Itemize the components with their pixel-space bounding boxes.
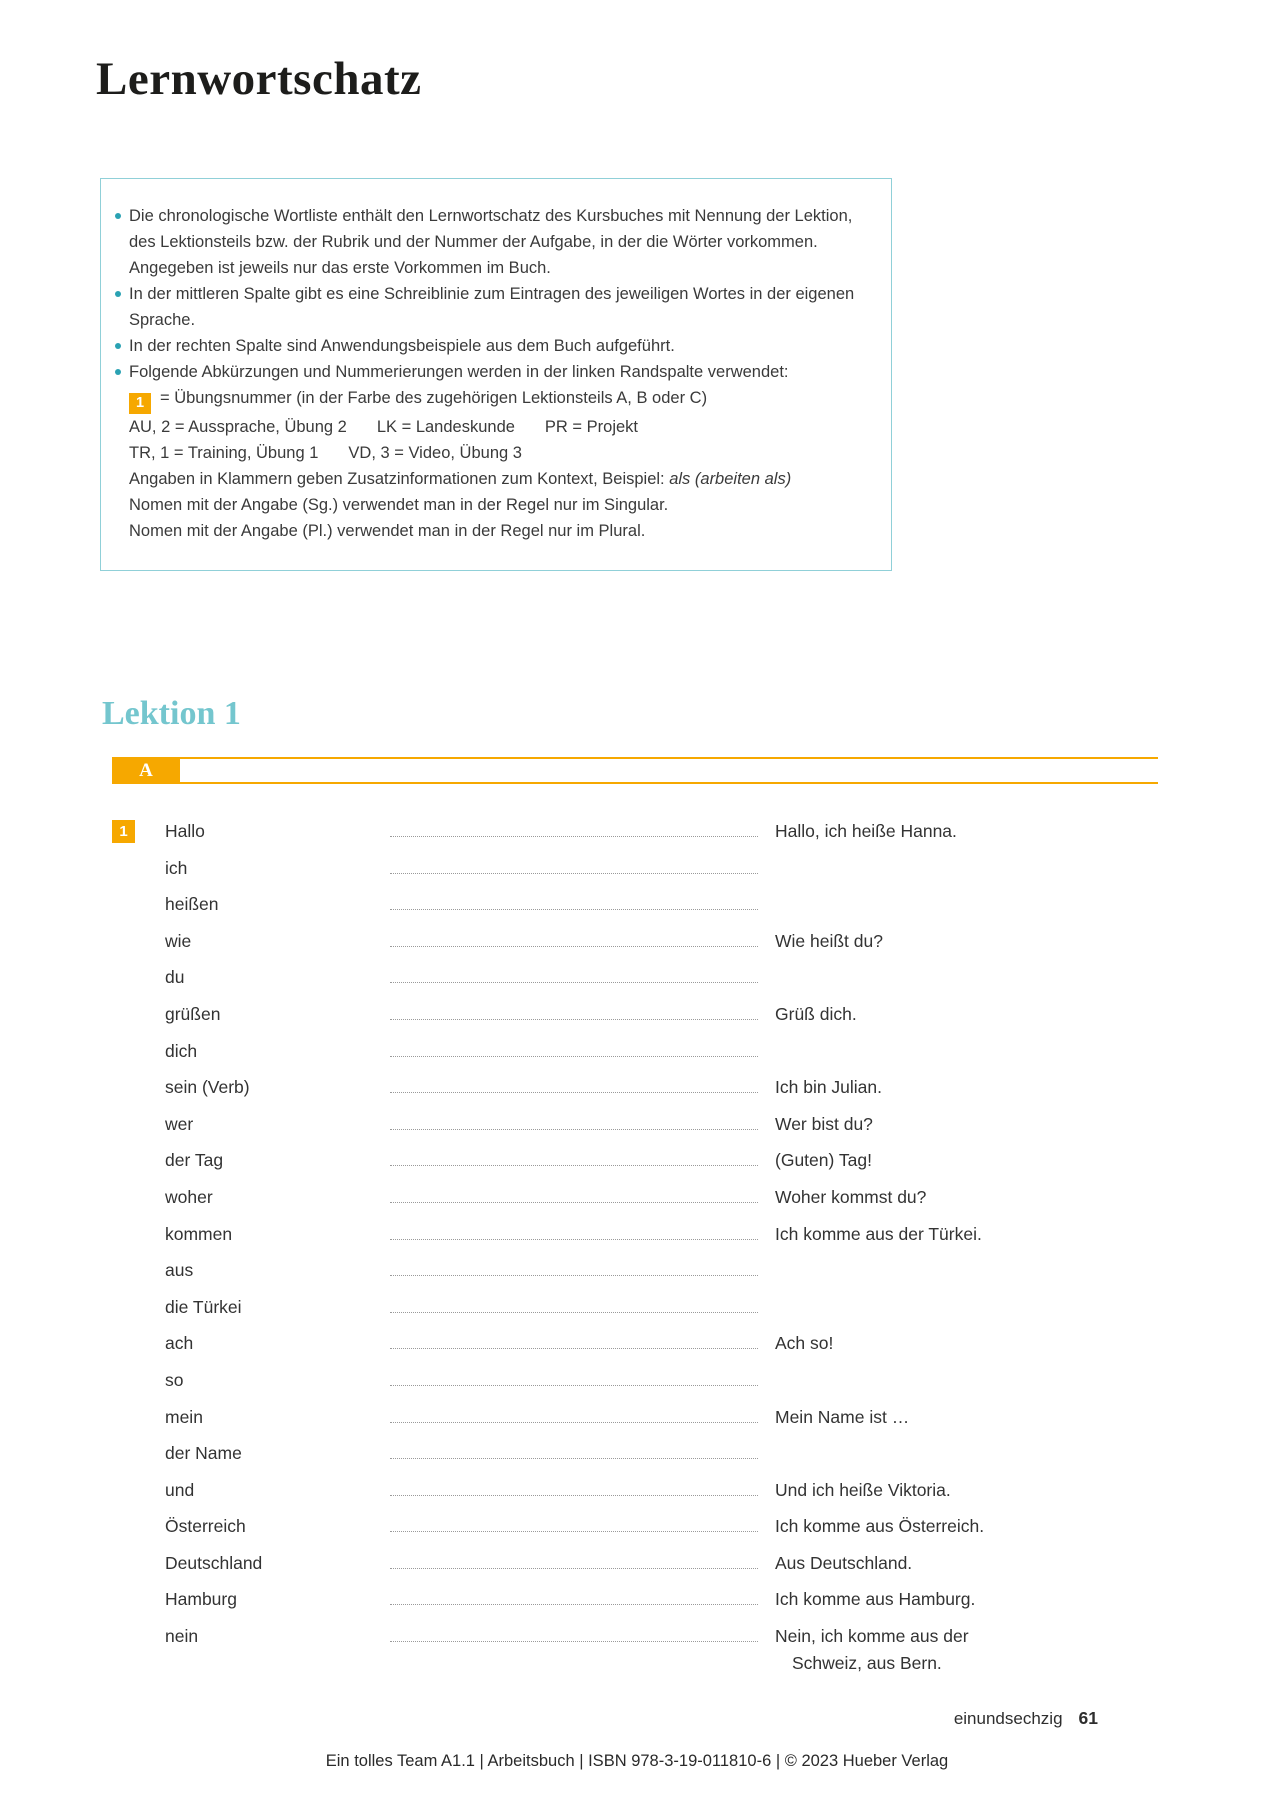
example-sentence xyxy=(775,1332,1212,1355)
vocab-word: Hamburg xyxy=(165,1589,237,1610)
example-sentence xyxy=(775,930,1212,953)
example-sentence xyxy=(775,1588,1212,1611)
vocab-word: Österreich xyxy=(165,1516,246,1537)
legend-note-plural: Nomen mit der Angabe (Pl.) verwendet man in der Regel nur im Plural. xyxy=(129,521,646,540)
vocab-row xyxy=(112,1552,1212,1589)
example-text: Ich komme aus Hamburg. xyxy=(775,1589,976,1610)
example-sentence xyxy=(775,1625,1212,1675)
abbreviation-legend xyxy=(129,385,865,544)
writing-line xyxy=(390,857,758,874)
vocab-row xyxy=(112,1332,1212,1369)
legend-abbr-line-2 xyxy=(129,440,865,466)
legend-badge-description: = Übungsnummer (in der Farbe des zugehörigen Lektionsteils A, B oder C) xyxy=(160,389,708,407)
writing-line xyxy=(390,1259,758,1276)
vocab-row xyxy=(112,1296,1212,1333)
vocab-row xyxy=(112,820,1212,857)
vocab-row xyxy=(112,893,1212,930)
writing-line xyxy=(390,1479,758,1496)
vocab-word: ich xyxy=(165,857,188,878)
abbreviation-segment: PR = Projekt xyxy=(544,417,639,436)
writing-line xyxy=(390,1076,758,1093)
writing-line xyxy=(390,1442,758,1459)
vocab-word: kommen xyxy=(165,1223,233,1244)
credit-line: Ein tolles Team A1.1 | Arbeitsbuch | ISBN 978-3-19-011810-6 | © 2023 Hueber Verlag xyxy=(325,1752,949,1770)
exercise-number-badge: 1 xyxy=(129,393,151,414)
writing-line xyxy=(390,1588,758,1605)
example-text: Ich komme aus Österreich. xyxy=(775,1516,985,1537)
page-footer xyxy=(0,1708,1274,1729)
writing-line xyxy=(390,1369,758,1386)
exercise-number-badge: 1 xyxy=(112,820,135,843)
writing-line xyxy=(390,966,758,983)
vocab-row xyxy=(112,1003,1212,1040)
legend-note-context xyxy=(129,466,865,492)
vocab-row xyxy=(112,1223,1212,1260)
vocab-row xyxy=(112,1259,1212,1296)
writing-line xyxy=(390,1113,758,1130)
section-label-a: A xyxy=(112,757,180,784)
vocab-word: nein xyxy=(165,1626,199,1647)
writing-line xyxy=(390,1296,758,1313)
section-rule xyxy=(180,757,1158,784)
example-sentence xyxy=(775,1479,1212,1502)
legend-abbr-line-1 xyxy=(129,414,865,440)
page-title: Lernwortschatz xyxy=(96,53,422,105)
vocab-row xyxy=(112,857,1212,894)
example-text-line2: Schweiz, aus Bern. xyxy=(792,1653,942,1674)
example-text: Grüß dich. xyxy=(775,1003,857,1024)
vocab-word: wer xyxy=(165,1113,194,1134)
writing-line xyxy=(390,1515,758,1532)
writing-line xyxy=(390,1332,758,1349)
vocab-word: grüßen xyxy=(165,1003,221,1024)
info-bullet-item xyxy=(115,203,865,281)
vocab-word: der Tag xyxy=(165,1150,224,1171)
writing-line xyxy=(390,1223,758,1240)
bullet-dot-icon xyxy=(115,213,121,219)
writing-line xyxy=(390,1625,758,1642)
example-text: (Guten) Tag! xyxy=(775,1150,872,1171)
vocab-row xyxy=(112,1588,1212,1625)
vocab-word: und xyxy=(165,1479,195,1500)
vocab-word: wie xyxy=(165,930,192,951)
abbreviation-segment: AU, 2 = Aussprache, Übung 2 xyxy=(129,417,347,436)
vocab-row xyxy=(112,1186,1212,1223)
vocab-row xyxy=(112,1406,1212,1443)
info-bullet-item xyxy=(115,333,865,359)
vocab-row xyxy=(112,1369,1212,1406)
writing-line xyxy=(390,1552,758,1569)
bullet-dot-icon xyxy=(115,369,121,375)
bullet-dot-icon xyxy=(115,343,121,349)
vocab-word: die Türkei xyxy=(165,1296,242,1317)
vocab-word: dich xyxy=(165,1040,198,1061)
example-text: Aus Deutschland. xyxy=(775,1552,913,1573)
vocab-row xyxy=(112,1625,1212,1675)
info-bullet-text: Folgende Abkürzungen und Nummerierungen werden in der linken Randspalte verwendet: xyxy=(129,363,789,381)
writing-line xyxy=(390,1149,758,1166)
example-text: Ach so! xyxy=(775,1333,834,1354)
example-text: Ich bin Julian. xyxy=(775,1077,883,1098)
page-number: 61 xyxy=(1078,1708,1098,1728)
example-sentence xyxy=(775,1076,1212,1099)
vocab-word: aus xyxy=(165,1260,194,1281)
example-text: Wie heißt du? xyxy=(775,930,883,951)
info-bullet-item xyxy=(115,281,865,333)
abbreviation-segment: LK = Landeskunde xyxy=(376,417,515,436)
writing-line xyxy=(390,1186,758,1203)
info-bullet-list xyxy=(115,203,865,385)
example-sentence xyxy=(775,1113,1212,1136)
section-bar-a xyxy=(112,757,1158,784)
example-text: Und ich heiße Viktoria. xyxy=(775,1479,951,1500)
vocab-row xyxy=(112,1479,1212,1516)
vocab-row xyxy=(112,1149,1212,1186)
vocab-row xyxy=(112,1515,1212,1552)
lesson-heading: Lektion 1 xyxy=(102,695,241,732)
writing-line xyxy=(390,1003,758,1020)
info-box xyxy=(100,178,892,571)
example-sentence xyxy=(775,1515,1212,1538)
example-text: Woher kommst du? xyxy=(775,1186,927,1207)
vocab-word: ach xyxy=(165,1333,194,1354)
page-number-word: einundsechzig xyxy=(953,1709,1063,1728)
vocab-row xyxy=(112,1040,1212,1077)
vocab-word: Hallo xyxy=(165,821,205,841)
vocab-table xyxy=(112,820,1212,1675)
writing-line xyxy=(390,1406,758,1423)
example-text: Mein Name ist … xyxy=(775,1406,910,1427)
vocab-word: so xyxy=(165,1369,184,1390)
vocab-row xyxy=(112,1442,1212,1479)
writing-line xyxy=(390,893,758,910)
info-bullet-text: In der mittleren Spalte gibt es eine Schreiblinie zum Eintragen des jeweiligen Wortes in der eigenen Sprache. xyxy=(129,285,855,329)
vocab-row xyxy=(112,966,1212,1003)
example-sentence xyxy=(775,1003,1212,1026)
example-sentence xyxy=(775,1552,1212,1575)
info-bullet-text: Die chronologische Wortliste enthält den Lernwortschatz des Kursbuches mit Nennung der Lektion, des Lektionsteils bzw. der Rubrik und der Nummer der Aufgabe, in der die Wörter vorkommen. Angegeben ist jeweils nur das erste Vorkommen im Buch. xyxy=(129,207,853,277)
vocab-word: woher xyxy=(165,1186,213,1207)
vocab-word: heißen xyxy=(165,894,219,915)
info-bullet-text: In der rechten Spalte sind Anwendungsbeispiele aus dem Buch aufgeführt. xyxy=(129,337,675,355)
vocab-row xyxy=(112,1113,1212,1150)
writing-line xyxy=(390,930,758,947)
legend-badge-line xyxy=(129,385,865,414)
example-sentence xyxy=(775,1149,1212,1172)
example-sentence xyxy=(775,1406,1212,1429)
writing-line xyxy=(390,1040,758,1057)
vocab-word: sein (Verb) xyxy=(165,1077,250,1098)
example-text: Hallo, ich heiße Hanna. xyxy=(775,821,957,841)
vocab-word: Deutschland xyxy=(165,1552,263,1573)
vocab-word: du xyxy=(165,967,185,988)
example-text: Ich komme aus der Türkei. xyxy=(775,1223,982,1244)
bullet-dot-icon xyxy=(115,291,121,297)
abbreviation-segment: VD, 3 = Video, Übung 3 xyxy=(348,443,522,462)
note-prefix: Angaben in Klammern geben Zusatzinformationen zum Kontext, Beispiel: xyxy=(129,469,670,488)
example-sentence xyxy=(775,1186,1212,1209)
vocab-row xyxy=(112,1076,1212,1113)
vocab-row xyxy=(112,930,1212,967)
vocab-word: der Name xyxy=(165,1443,242,1464)
note-example-italic: als (arbeiten als) xyxy=(669,469,792,488)
info-bullet-item xyxy=(115,359,865,385)
example-sentence xyxy=(775,820,1212,843)
legend-note-singular: Nomen mit der Angabe (Sg.) verwendet man in der Regel nur im Singular. xyxy=(129,495,669,514)
abbreviation-segment: TR, 1 = Training, Übung 1 xyxy=(129,443,319,462)
writing-line xyxy=(390,820,758,837)
example-text: Wer bist du? xyxy=(775,1113,873,1134)
example-sentence xyxy=(775,1223,1212,1246)
vocab-word: mein xyxy=(165,1406,203,1427)
example-text: Nein, ich komme aus der xyxy=(775,1626,969,1647)
